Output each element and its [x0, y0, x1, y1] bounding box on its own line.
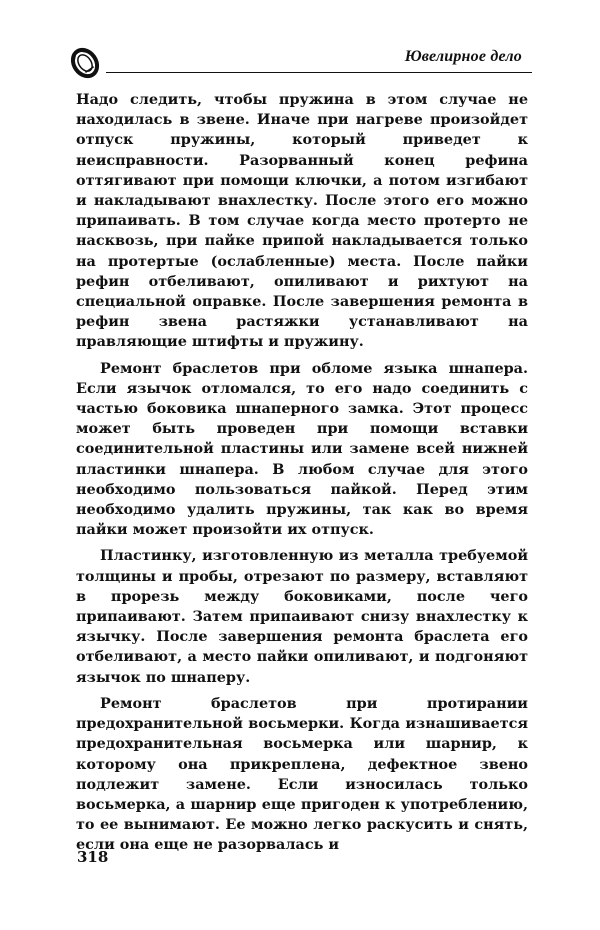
paragraph-text: Пластинку, изготовленную из металла требуемой толщины и пробы, отрезают по размеру, вставляют в прорезь между боковиками, после чего припаивают. Затем припаивают снизу внахлестку к язычку. После завершения ремонта браслета его отбеливают, а место пайки опиливают, и подгоняют язычок по шнаперу.: [76, 547, 528, 686]
page-body: [76, 90, 528, 862]
paragraph-3: [76, 546, 528, 687]
header-rule: [106, 72, 532, 73]
section-lead: Ремонт браслетов при обломе языка шнапера.: [100, 359, 528, 377]
paragraph-4: [76, 694, 528, 856]
page-number: 318: [77, 848, 109, 866]
paragraph-text: Если язычок отломался, то его надо соединить с частью боковика шнаперного замка. Этот процесс может быть проведен при помощи вставки соединительной пластины или замене всей нижней пластинки шнапера. В любом случае для этого необходимо пользоваться пайкой. Перед этим необходимо удалить пружины, так как во время пайки может произойти их отпуск.: [76, 379, 528, 539]
paragraph-2: [76, 359, 528, 541]
running-header: [68, 40, 532, 84]
section-lead: Ремонт браслетов при протирании предохранительной восьмерки.: [76, 694, 528, 733]
ring-icon: [68, 46, 102, 80]
paragraph-text: Когда изнашивается предохранительная восьмерка или шарнир, к которому она прикреплена, дефектное звено подлежит замене. Если износилась только восьмерка, а шарнир еще пригоден к употреблению, то ее вынимают. Ее можно легко раскусить и снять, если она еще не разорвалась и: [76, 715, 528, 854]
paragraph-1: [76, 90, 528, 353]
header-title: Ювелирное дело: [404, 48, 522, 65]
paragraph-text: Надо следить, чтобы пружина в этом случае не находилась в звене. Иначе при нагреве произойдет отпуск пружины, который приведет к неисправности. Разорванный конец рефина оттягивают при помощи ключки, а потом изгибают и накладывают внахлестку. После этого его можно припаивать. В том случае когда место протерто не насквозь, при пайке припой накладывается только на протертые (ослабленные) места. После пайки рефин отбеливают, опиливают и рихтуют на специальной оправке. После завершения ремонта в рефин звена растяжки устанавливают на правляющие штифты и пружину.: [76, 91, 528, 351]
